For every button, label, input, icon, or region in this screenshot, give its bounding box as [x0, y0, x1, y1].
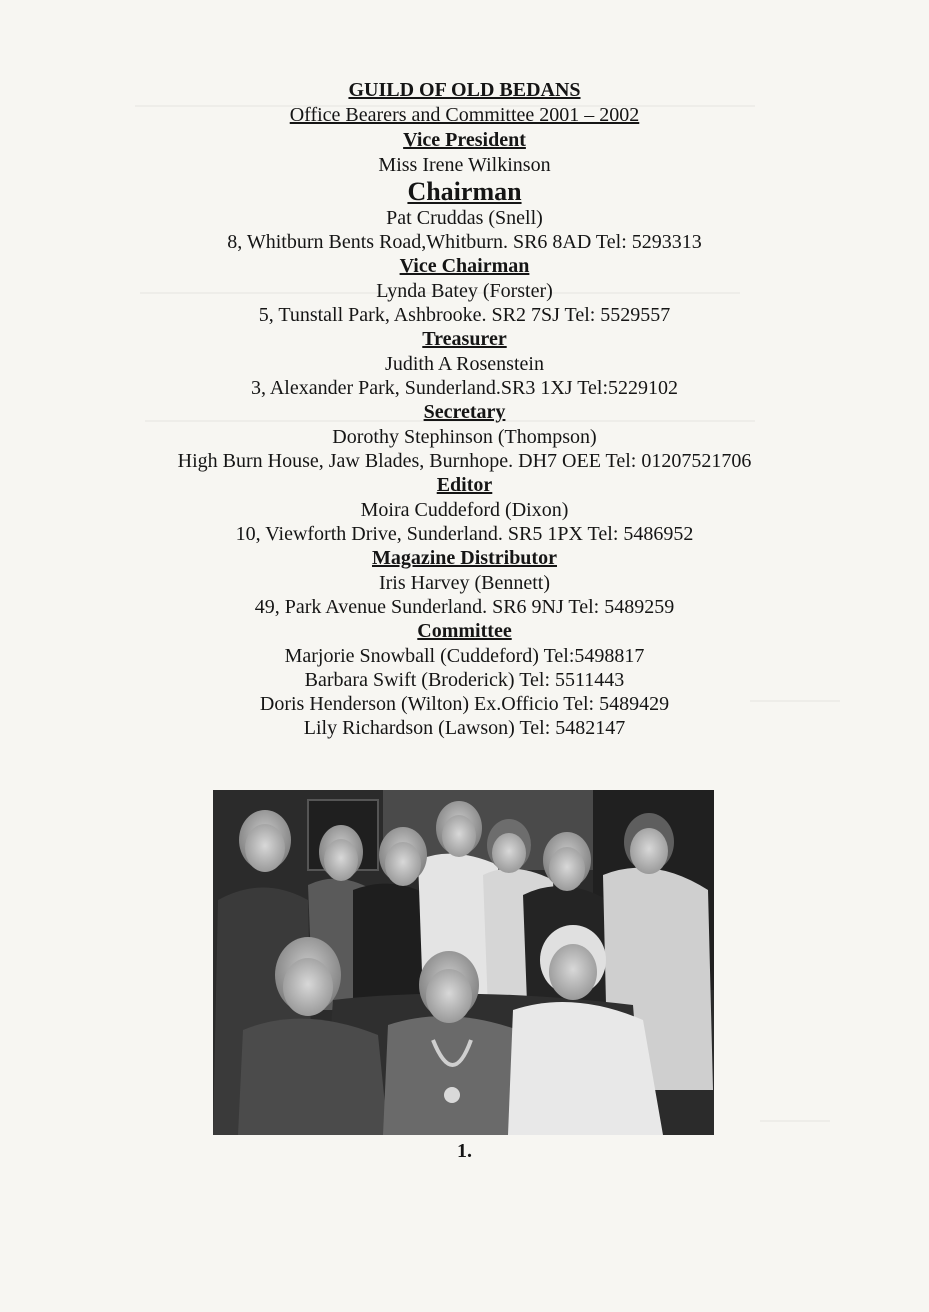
vice-chairman-address: 5, Tunstall Park, Ashbrooke. SR2 7SJ Tel: 5529557 — [258, 304, 671, 326]
editor-address: 10, Viewforth Drive, Sunderland. SR5 1PX Tel: 5486952 — [235, 523, 694, 545]
distributor-name: Iris Harvey (Bennett) — [378, 572, 551, 594]
vice-president-heading: Vice President — [403, 129, 526, 151]
group-photo-illustration — [213, 790, 714, 1135]
office-bearers-list — [0, 78, 929, 740]
secretary-address: High Burn House, Jaw Blades, Burnhope. DH7 OEE Tel: 01207521706 — [177, 450, 752, 472]
editor-name: Moira Cuddeford (Dixon) — [360, 499, 569, 521]
document-subtitle: Office Bearers and Committee 2001 – 2002 — [289, 104, 640, 126]
treasurer-heading: Treasurer — [422, 328, 507, 350]
committee-member: Lily Richardson (Lawson) Tel: 5482147 — [303, 717, 626, 739]
treasurer-name: Judith A Rosenstein — [385, 353, 544, 375]
show-through-mark — [760, 1120, 830, 1122]
chairman-heading: Chairman — [407, 177, 522, 206]
vice-president-name: Miss Irene Wilkinson — [378, 154, 551, 176]
committee-heading: Committee — [417, 620, 512, 642]
document-title: GUILD OF OLD BEDANS — [348, 79, 581, 101]
editor-heading: Editor — [436, 474, 493, 496]
distributor-address: 49, Park Avenue Sunderland. SR6 9NJ Tel: 5489259 — [254, 596, 675, 618]
committee-member: Barbara Swift (Broderick) Tel: 5511443 — [304, 669, 625, 691]
committee-member: Doris Henderson (Wilton) Ex.Officio Tel: 5489429 — [259, 693, 670, 715]
secretary-name: Dorothy Stephinson (Thompson) — [332, 426, 597, 448]
group-photograph — [213, 790, 714, 1135]
treasurer-address: 3, Alexander Park, Sunderland.SR3 1XJ Tel:5229102 — [250, 377, 679, 399]
secretary-heading: Secretary — [423, 401, 506, 423]
committee-member: Marjorie Snowball (Cuddeford) Tel:5498817 — [284, 645, 645, 667]
vice-chairman-name: Lynda Batey (Forster) — [376, 280, 553, 302]
chairman-name: Pat Cruddas (Snell) — [386, 207, 543, 229]
chairman-address: 8, Whitburn Bents Road,Whitburn. SR6 8AD Tel: 5293313 — [227, 231, 702, 253]
page-number: 1. — [457, 1140, 472, 1162]
vice-chairman-heading: Vice Chairman — [399, 255, 530, 277]
distributor-heading: Magazine Distributor — [372, 547, 557, 569]
